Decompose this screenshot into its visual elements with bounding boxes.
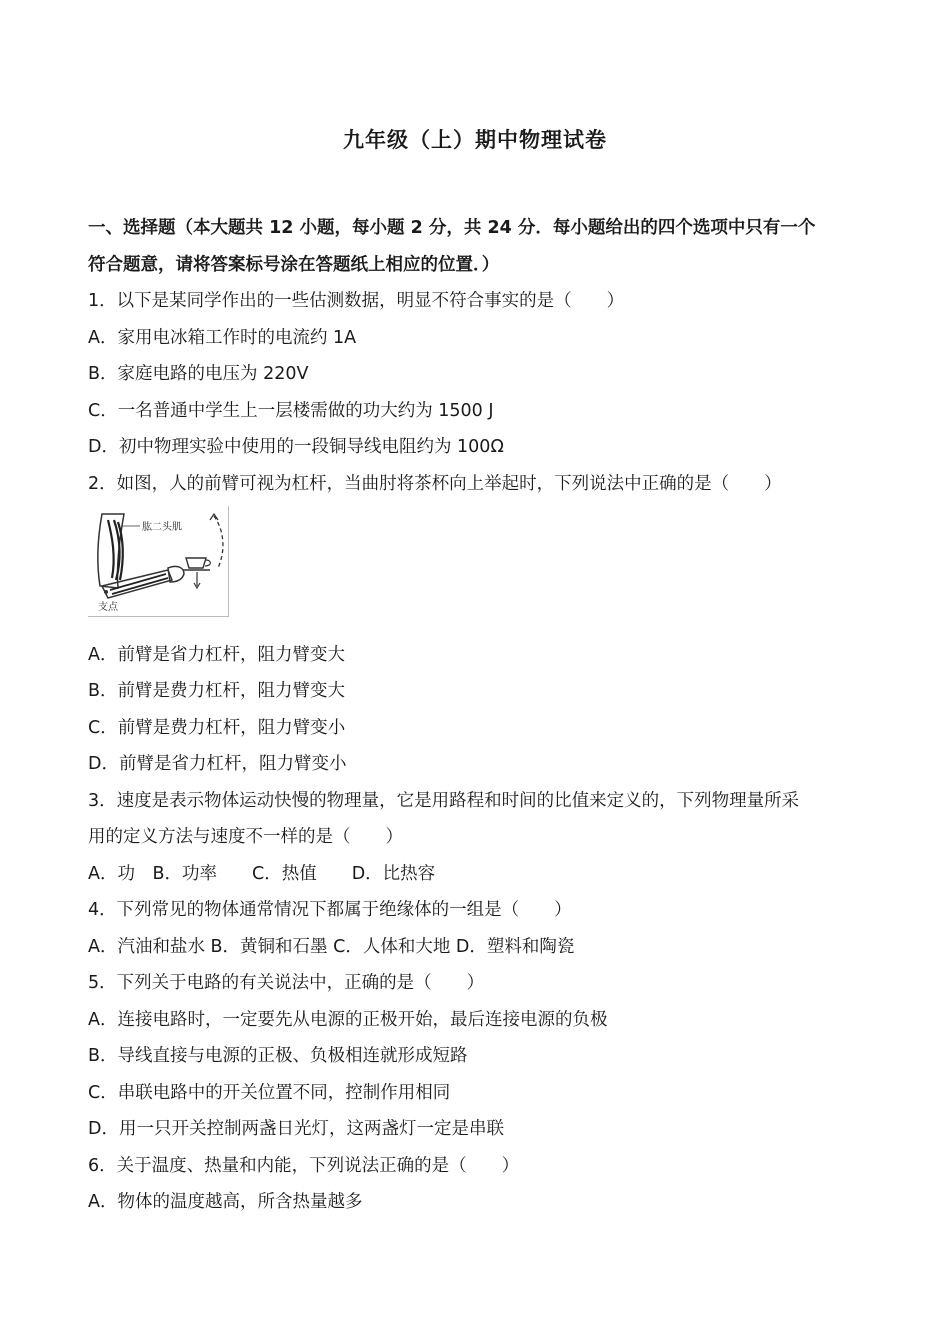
question-2-option-c: C．前臂是费力杠杆，阻力臂变小 <box>88 718 346 738</box>
teacup-icon <box>186 558 206 568</box>
muscle-label: 肱二头肌 <box>142 522 182 533</box>
question-4-stem: 4．下列常见的物体通常情况下都属于绝缘体的一组是（ ） <box>88 900 572 920</box>
question-5-stem: 5．下列关于电路的有关说法中，正确的是（ ） <box>88 973 485 993</box>
bicep-muscle-shape <box>108 520 123 580</box>
question-5-option-a: A．连接电路时，一定要先从电源的正极开始，最后连接电源的负极 <box>88 1010 608 1030</box>
question-6-option-a: A．物体的温度越高，所含热量越多 <box>88 1192 363 1212</box>
section-heading-line2: 符合题意，请将答案标号涂在答题纸上相应的位置．） <box>88 255 500 275</box>
section-heading-line1: 一、选择题（本大题共 12 小题，每小题 2 分，共 24 分．每小题给出的四个选项中只有一个 <box>88 218 816 238</box>
forearm-lever-diagram <box>88 506 228 616</box>
question-2-option-d: D．前臂是省力杠杆，阻力臂变小 <box>88 754 347 774</box>
question-2-stem: 2．如图，人的前臂可视为杠杆，当曲肘将茶杯向上举起时，下列说法中正确的是（ ） <box>88 474 782 494</box>
question-2-option-b: B．前臂是费力杠杆，阻力臂变大 <box>88 681 346 701</box>
question-6-stem: 6．关于温度、热量和内能，下列说法正确的是（ ） <box>88 1156 520 1176</box>
motion-arc-shape <box>214 516 223 568</box>
forearm-lever-figure <box>88 506 229 617</box>
question-3-stem-line1: 3．速度是表示物体运动快慢的物理量，它是用路程和时间的比值来定义的，下列物理量所采 <box>88 791 800 811</box>
question-3-stem-line2: 用的定义方法与速度不一样的是（ ） <box>88 827 403 847</box>
question-1-option-d: D．初中物理实验中使用的一段铜导线电阻约为 100Ω <box>88 437 504 457</box>
page-title: 九年级（上）期中物理试卷 <box>343 128 607 152</box>
question-1-option-c: C．一名普通中学生上一层楼需做的功大约为 1500 J <box>88 401 494 421</box>
question-5-option-b: B．导线直接与电源的正极、负极相连就形成短路 <box>88 1046 468 1066</box>
question-2-option-a: A．前臂是省力杠杆，阻力臂变大 <box>88 645 345 665</box>
question-5-option-d: D．用一只开关控制两盏日光灯，这两盏灯一定是串联 <box>88 1119 504 1139</box>
question-3-options: A．功 B．功率 C．热值 D．比热容 <box>88 864 436 884</box>
question-4-options: A．汽油和盐水 B．黄铜和石墨 C．人体和大地 D．塑料和陶瓷 <box>88 937 575 957</box>
pivot-point-icon <box>104 590 108 594</box>
question-5-option-c: C．串联电路中的开关位置不同，控制作用相同 <box>88 1083 451 1103</box>
question-1-option-a: A．家用电冰箱工作时的电流约 1A <box>88 328 357 348</box>
question-1-option-b: B．家庭电路的电压为 220V <box>88 364 309 384</box>
pivot-label: 支点 <box>98 602 118 613</box>
question-1-stem: 1．以下是某同学作出的一些估测数据，明显不符合事实的是（ ） <box>88 291 625 311</box>
